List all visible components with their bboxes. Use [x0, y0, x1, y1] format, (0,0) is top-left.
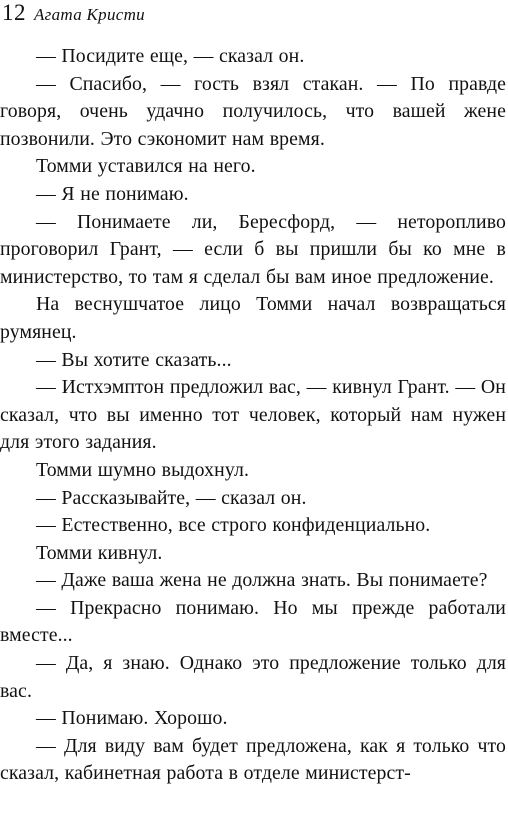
paragraph: — Естественно, все строго конфиденциально.	[36, 514, 431, 537]
paragraph: — Да, я знаю. Однако это предложение только для вас.	[0, 652, 506, 702]
paragraph: — Для виду вам будет предложена, как я только что сказал, кабинетная работа в отделе министерст-	[0, 734, 506, 785]
paragraph: Томми уставился на него.	[36, 155, 256, 178]
paragraph: — Рассказывайте, — сказал он.	[36, 486, 307, 509]
running-title: Агата Кристи	[34, 5, 145, 24]
paragraph: — Понимаете ли, Бересфорд, — неторопливо проговорил Грант, — если б вы пришли бы ко мне в министерство, то там я сделал бы вам иное предложение.	[0, 210, 506, 288]
paragraph: — Понимаю. Хорошо.	[36, 707, 228, 730]
paragraph: Томми шумно выдохнул.	[36, 458, 249, 481]
paragraph: — Прекрасно понимаю. Но мы прежде работали вместе...	[0, 596, 506, 647]
paragraph: — Спасибо, — гость взял стакан. — По правде говоря, очень удачно получилось, что вашей жене позвонили. Это сэкономит нам время.	[0, 72, 506, 150]
paragraph: Томми кивнул.	[36, 541, 163, 564]
running-head	[2, 0, 145, 26]
paragraph: — Посидите еще, — сказал он.	[36, 45, 305, 67]
page-number: 12	[2, 0, 26, 25]
paragraph: — Вы хотите сказать...	[36, 348, 232, 371]
body-text	[0, 43, 506, 788]
paragraph: — Истхэмптон предложил вас, — кивнул Грант. — Он сказал, что вы именно тот человек, который нам нужен для этого задания.	[0, 376, 506, 454]
paragraph: На веснушчатое лицо Томми начал возвращаться румянец.	[0, 293, 506, 343]
paragraph: — Даже ваша жена не должна знать. Вы понимаете?	[36, 569, 488, 592]
paragraph: — Я не понимаю.	[36, 182, 189, 205]
